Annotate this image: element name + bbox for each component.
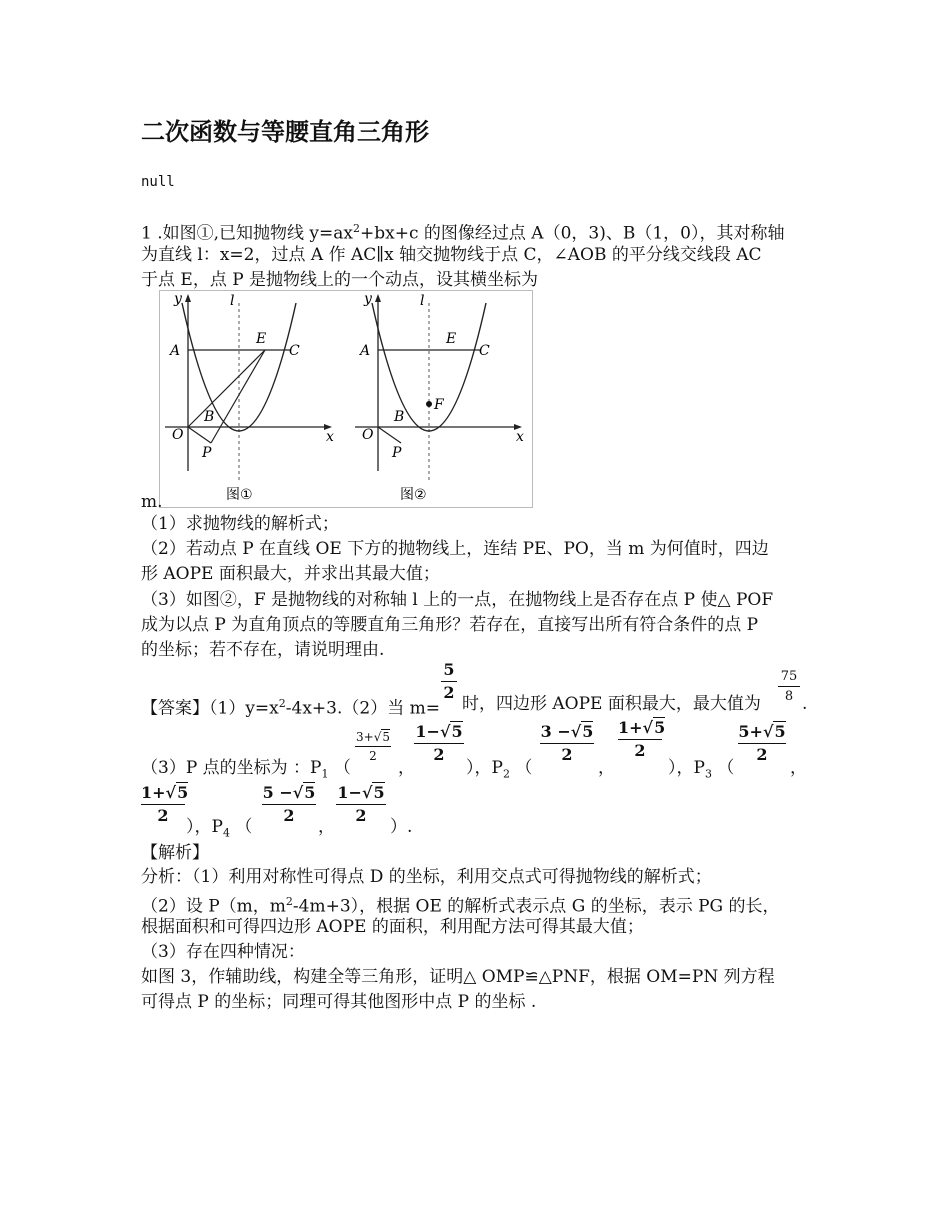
figure-1	[165, 291, 334, 503]
p4-comma: ，	[318, 817, 335, 837]
answer-line-1-mid: 时，四边形 AOPE 面积最大，最大值为	[462, 694, 761, 714]
answer-line-1: 【答案】$(1)y=x^2-4x+3.(2)$当 m=	[141, 697, 440, 719]
figure-svg	[160, 291, 532, 507]
label-l-2: l	[420, 293, 425, 309]
label-b: B	[204, 409, 215, 425]
label-y-2: y	[364, 291, 372, 307]
question-2a: （2）若动点 P 在直线 OE 下方的抛物线上，连结 PE、PO，当 m 为何值时，四边	[141, 539, 769, 559]
figure-2-caption: 图②	[400, 487, 427, 503]
answer-line-2: （3）P 点的坐标为 ：$P_1$ （	[141, 758, 351, 781]
label-x-2: x	[516, 429, 524, 445]
p1-y-fraction: 1−√5 2	[415, 722, 463, 764]
answer-final: ）.	[390, 817, 413, 837]
p4-prefix: ），$P_4$ （	[186, 817, 253, 840]
label-p-2: P	[392, 445, 402, 461]
page-title: 二次函数与等腰直角三角形	[141, 118, 429, 146]
problem-line-1: 1 .如图①,已知抛物线 $y=ax^2+bx+c$ 的图像经过点 A（0，3)、B（1，0），其对称轴	[141, 222, 785, 244]
label-o-2: O	[362, 427, 374, 443]
question-2b: 形 AOPE 面积最大，并求出其最大值；	[141, 564, 440, 584]
null-text: null	[141, 174, 175, 190]
answer-line-1-end: .	[802, 694, 808, 714]
problem-line-2: 为直线 l：x=2，过点 A 作 AC∥x 轴交抛物线于点 C，∠AOB 的平分线交线段 AC	[141, 245, 762, 265]
label-e: E	[256, 331, 267, 347]
p2-y-fraction: 1+√5 2	[618, 718, 666, 760]
p4-y-fraction: 1−√5 2	[337, 783, 385, 825]
p2-x-fraction: 3 −√5 2	[540, 722, 594, 764]
label-a-2: A	[360, 343, 371, 359]
analysis-line-4: （3）存在四种情况：	[141, 942, 305, 962]
label-c: C	[289, 343, 300, 359]
question-3c: 的坐标；若不存在，请说明理由.	[141, 640, 385, 660]
p2-comma: ，	[598, 758, 615, 778]
analysis-line-2: （2）设 P（m，$m^2-4m+3$），根据 OE 的解析式表示点 G 的坐标，表示 PG 的长，	[141, 895, 780, 917]
label-y: y	[174, 291, 182, 307]
label-f: F	[434, 397, 444, 413]
analysis-line-3: 根据面积和可得四边形 AOPE 的面积，利用配方法可得其最大值；	[141, 917, 644, 937]
question-3a: （3）如图②，F 是抛物线的对称轴 l 上的一点，在抛物线上是否存在点 P 使△ POF	[141, 590, 774, 610]
p3-prefix: ），$P_3$ （	[668, 758, 735, 781]
question-1: （1）求抛物线的解析式；	[141, 514, 339, 534]
problem-line-3: 于点 E，点 P 是抛物线上的一个动点，设其横坐标为	[141, 270, 539, 290]
label-o: O	[172, 427, 184, 443]
figure-2	[355, 291, 524, 503]
label-p: P	[202, 445, 212, 461]
p2-prefix: ），$P_2$ （	[466, 758, 533, 781]
max-fraction: 75 8	[778, 670, 800, 703]
answer-head: 【答案】	[141, 698, 209, 719]
analysis-line-5: 如图 3，作辅助线，构建全等三角形，证明△ OMP≌△PNF，根据 OM=PN 列方程	[141, 967, 775, 987]
label-a: A	[170, 343, 181, 359]
p3-comma: ，	[790, 758, 807, 778]
label-x: x	[326, 429, 334, 445]
parabola-figure	[159, 290, 533, 508]
p1-comma: ，	[398, 758, 415, 778]
analysis-line-1: 分析：（1）利用对称性可得点 D 的坐标，利用交点式可得抛物线的解析式；	[141, 867, 712, 887]
p4-x-fraction: 5 −√5 2	[262, 783, 316, 825]
m-fraction: 5 2	[441, 662, 457, 701]
p3-x-fraction: 5+√5 2	[738, 722, 786, 764]
analysis-head: 【解析】	[141, 843, 209, 863]
p3-y-fraction: 1+√5 2	[141, 783, 189, 825]
figure-1-caption: 图①	[226, 487, 253, 503]
label-c-2: C	[479, 343, 490, 359]
label-l: l	[230, 293, 235, 309]
label-b-2: B	[394, 409, 405, 425]
question-3b: 成为以点 P 为直角顶点的等腰直角三角形？若存在，直接写出所有符合条件的点 P	[141, 615, 759, 635]
m-text: m.	[141, 492, 163, 512]
label-e-2: E	[446, 331, 457, 347]
analysis-line-6: 可得点 P 的坐标；同理可得其他图形中点 P 的坐标 .	[141, 992, 537, 1012]
p1-x-fraction: 3+√5 2	[356, 730, 390, 763]
